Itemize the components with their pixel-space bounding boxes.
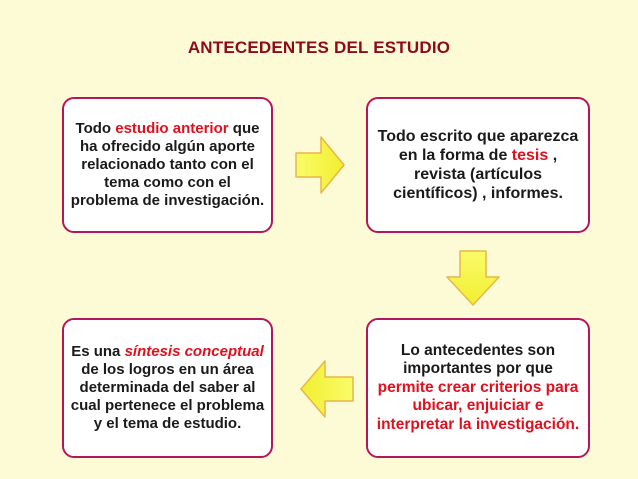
box-sintesis-text <box>70 343 265 433</box>
diagram-title: ANTECEDENTES DEL ESTUDIO <box>187 38 451 57</box>
box3-highlight: permite crear criterios para ubicar, enjuiciar e interpretar la investigación. <box>376 378 580 433</box>
box3-text-1: Lo antecedentes son importantes por que <box>400 341 556 378</box>
box1-text-1: Todo <box>75 120 116 137</box>
arrow-down-icon <box>446 250 500 306</box>
box2-text-2: , revista (artículos científicos) , informes. <box>393 146 563 203</box>
box4-text-2: de los logros en un área determinada del saber al cual pertenece el problema y el tema de estudio. <box>70 361 265 432</box>
box1-text-2: que ha ofrecido algún aporte relacionado tanto con el tema como con el problema de investigación. <box>70 120 265 209</box>
box-todo-escrito <box>366 97 590 233</box>
box4-highlight: síntesis conceptual <box>124 343 264 360</box>
arrow-right-icon <box>295 136 345 194</box>
box-importancia <box>366 318 590 458</box>
box-sintesis <box>62 318 273 458</box>
box-importancia-text <box>374 342 582 435</box>
box-todo-escrito-text <box>374 127 582 204</box>
box1-highlight: estudio anterior <box>115 120 229 137</box>
box-estudio-anterior <box>62 97 273 233</box>
box-estudio-anterior-text <box>70 120 265 210</box>
box2-highlight: tesis <box>511 146 549 164</box>
box2-text-1: Todo escrito que aparezca en la forma de <box>377 127 579 164</box>
arrow-left-icon <box>300 360 354 418</box>
box4-text-1: Es una <box>71 343 125 360</box>
